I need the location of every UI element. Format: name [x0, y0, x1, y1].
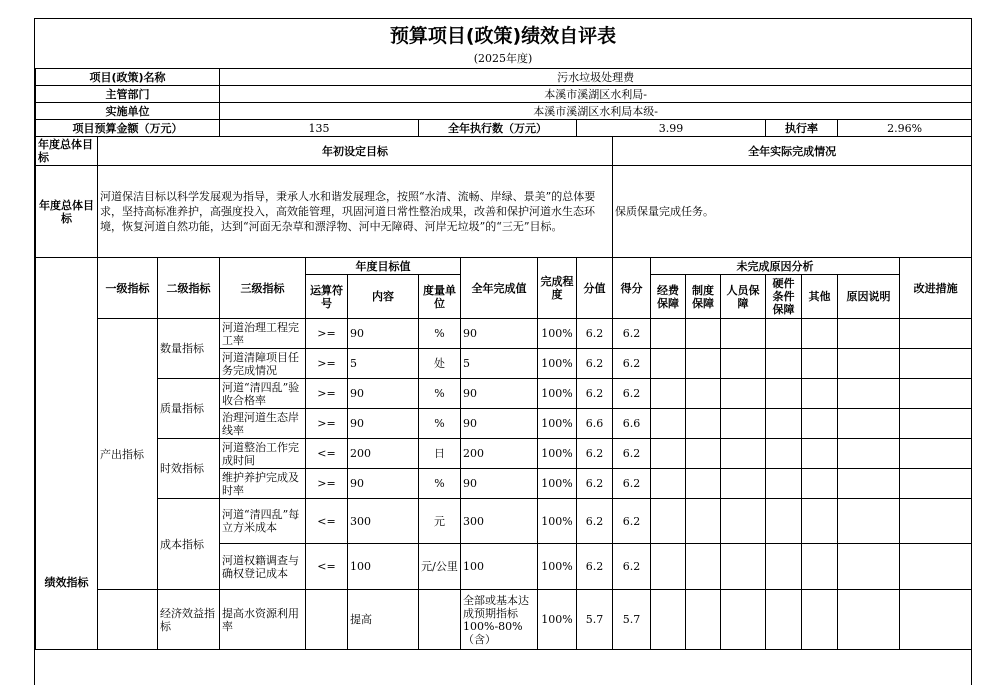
indicator-content: 90	[348, 469, 419, 499]
indicator-value: 全部或基本达成预期指标100%-80%（含）	[461, 590, 538, 650]
indicator-op: >=	[306, 319, 348, 349]
group-output: 产出指标	[98, 319, 158, 590]
row-dept	[36, 86, 972, 103]
indicator-content: 100	[348, 544, 419, 590]
indicator-got: 6.2	[613, 439, 651, 469]
indicator-got: 6.2	[613, 319, 651, 349]
group-quantity: 数量指标	[158, 319, 220, 379]
indicator-unit: 处	[419, 349, 461, 379]
reason-system-header: 制度保障	[686, 275, 721, 319]
lvl3-header: 三级指标	[220, 258, 306, 319]
row-impl	[36, 103, 972, 120]
indicator-name: 河道整治工作完成时间	[220, 439, 306, 469]
indicator-unit: 元/公里	[419, 544, 461, 590]
rate-label: 执行率	[766, 120, 838, 137]
got-header: 得分	[613, 258, 651, 319]
indicator-op: >=	[306, 349, 348, 379]
actual-goal-label: 全年实际完成情况	[613, 137, 972, 166]
indicator-got: 6.6	[613, 409, 651, 439]
indicator-op: <=	[306, 499, 348, 544]
lvl2-header: 二级指标	[158, 258, 220, 319]
reason-analysis-header: 未完成原因分析	[651, 258, 900, 275]
project-name-value: 污水垃圾处理费	[220, 69, 972, 86]
dept-value: 本溪市溪湖区水利局-	[220, 86, 972, 103]
indicator-score: 6.2	[577, 544, 613, 590]
indicator-unit: 日	[419, 439, 461, 469]
evaluation-table	[35, 68, 972, 650]
indicator-value: 5	[461, 349, 538, 379]
indicator-degree: 100%	[538, 590, 577, 650]
indicator-value: 100	[461, 544, 538, 590]
project-name-label: 项目(政策)名称	[36, 69, 220, 86]
indicator-name: 河道治理工程完工率	[220, 319, 306, 349]
indicator-name: 河道权籍调查与确权登记成本	[220, 544, 306, 590]
indicator-score: 6.2	[577, 439, 613, 469]
indicator-score: 5.7	[577, 590, 613, 650]
page-title: 预算项目(政策)绩效自评表	[389, 25, 617, 47]
indicator-score: 6.2	[577, 379, 613, 409]
indicator-got: 6.2	[613, 469, 651, 499]
budget-value: 135	[220, 120, 419, 137]
indicator-degree: 100%	[538, 409, 577, 439]
reason-funding-header: 经费保障	[651, 275, 686, 319]
lvl1-header: 一级指标	[98, 258, 158, 319]
indicator-got: 6.2	[613, 379, 651, 409]
indicator-content: 90	[348, 319, 419, 349]
indicator-content: 5	[348, 349, 419, 379]
indicator-op	[306, 590, 348, 650]
indicator-value: 90	[461, 319, 538, 349]
indicator-name: 治理河道生态岸线率	[220, 409, 306, 439]
indicator-name: 河道“清四乱”每立方米成本	[220, 499, 306, 544]
group-outcome-blank	[98, 590, 158, 650]
self-evaluation-sheet	[34, 18, 972, 685]
indicator-got: 6.2	[613, 499, 651, 544]
exec-label: 全年执行数（万元）	[419, 120, 577, 137]
impl-value: 本溪市溪湖区水利局本级-	[220, 103, 972, 120]
goal-row-label-top: 年度总体目标	[36, 137, 98, 166]
table-row	[36, 499, 972, 544]
initial-goal-label: 年初设定目标	[98, 137, 613, 166]
indicator-content: 200	[348, 439, 419, 469]
indicator-unit: %	[419, 379, 461, 409]
group-timeliness: 时效指标	[158, 439, 220, 499]
indicator-degree: 100%	[538, 379, 577, 409]
indicator-name: 河道“清四乱”验收合格率	[220, 379, 306, 409]
indicator-got: 6.2	[613, 349, 651, 379]
actual-goal-text: 保质保量完成任务。	[613, 166, 972, 258]
indicator-degree: 100%	[538, 349, 577, 379]
indicator-name: 维护养护完成及时率	[220, 469, 306, 499]
indicator-got: 6.2	[613, 544, 651, 590]
indicator-degree: 100%	[538, 469, 577, 499]
indicator-op: >=	[306, 409, 348, 439]
degree-header: 完成程度	[538, 258, 577, 319]
dept-label: 主管部门	[36, 86, 220, 103]
table-row	[36, 439, 972, 469]
indicator-score: 6.2	[577, 349, 613, 379]
row-goal-header	[36, 137, 972, 166]
perf-indicator-label: 绩效指标	[36, 258, 98, 650]
score-header: 分值	[577, 258, 613, 319]
indicator-name: 河道清障项目任务完成情况	[220, 349, 306, 379]
indicator-degree: 100%	[538, 319, 577, 349]
improve-header: 改进措施	[900, 258, 972, 319]
group-quality: 质量指标	[158, 379, 220, 439]
goal-row-label: 年度总体目标	[36, 166, 98, 258]
indicator-unit: %	[419, 409, 461, 439]
row-project-name	[36, 69, 972, 86]
indicator-score: 6.6	[577, 409, 613, 439]
reason-other-header: 其他	[802, 275, 838, 319]
indicator-degree: 100%	[538, 499, 577, 544]
op-header: 运算符号	[306, 275, 348, 319]
indicator-content: 提高	[348, 590, 419, 650]
row-goal-text	[36, 166, 972, 258]
indicator-value: 200	[461, 439, 538, 469]
indicator-score: 6.2	[577, 469, 613, 499]
indicator-value: 90	[461, 379, 538, 409]
reason-hardware-header: 硬件条件保障	[766, 275, 802, 319]
indicator-unit: %	[419, 469, 461, 499]
rate-value: 2.96%	[838, 120, 972, 137]
unit-header: 度量单位	[419, 275, 461, 319]
indicator-content: 90	[348, 379, 419, 409]
indicator-content: 300	[348, 499, 419, 544]
indicator-value: 300	[461, 499, 538, 544]
full-year-header: 全年完成值	[461, 258, 538, 319]
row-indicator-header-1	[36, 258, 972, 275]
indicator-op: >=	[306, 379, 348, 409]
indicator-unit: 元	[419, 499, 461, 544]
indicator-value: 90	[461, 409, 538, 439]
indicator-degree: 100%	[538, 439, 577, 469]
impl-label: 实施单位	[36, 103, 220, 120]
indicator-got: 5.7	[613, 590, 651, 650]
page-subtitle-year: (2025年度)	[473, 52, 533, 65]
content-header: 内容	[348, 275, 419, 319]
table-row	[36, 590, 972, 650]
indicator-unit: %	[419, 319, 461, 349]
table-row	[36, 379, 972, 409]
indicator-degree: 100%	[538, 544, 577, 590]
exec-value: 3.99	[577, 120, 766, 137]
reason-staff-header: 人员保障	[721, 275, 766, 319]
indicator-name: 提高水资源利用率	[220, 590, 306, 650]
reason-note-header: 原因说明	[838, 275, 900, 319]
annual-target-header: 年度目标值	[306, 258, 461, 275]
row-budget	[36, 120, 972, 137]
budget-label: 项目预算金额（万元）	[36, 120, 220, 137]
indicator-op: >=	[306, 469, 348, 499]
indicator-value: 90	[461, 469, 538, 499]
indicator-score: 6.2	[577, 319, 613, 349]
group-economic: 经济效益指标	[158, 590, 220, 650]
initial-goal-text: 河道保洁目标以科学发展观为指导，秉承人水和谐发展理念，按照“水清、流畅、岸绿、景美”的总体要求，坚持高标准养护，高强度投入，高效能管理，巩固河道日常性整治成果，改善和保护河道水生态环境，恢复河道自然功能，达到“河面无杂草和漂浮物、河中无障碍、河岸无垃圾”的“三无”目标。	[98, 166, 613, 258]
indicator-content: 90	[348, 409, 419, 439]
indicator-score: 6.2	[577, 499, 613, 544]
indicator-op: <=	[306, 439, 348, 469]
indicator-unit	[419, 590, 461, 650]
group-cost: 成本指标	[158, 499, 220, 590]
indicator-op: <=	[306, 544, 348, 590]
table-row	[36, 319, 972, 349]
